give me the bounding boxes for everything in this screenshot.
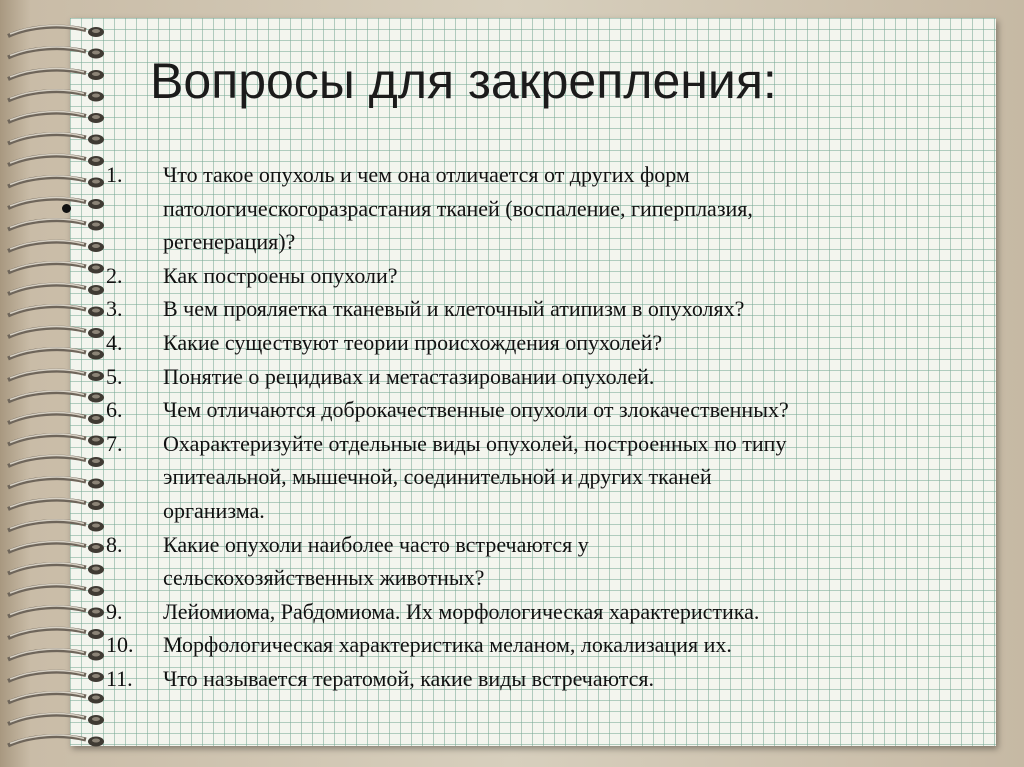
item-number: 4. xyxy=(106,329,123,355)
spiral-hole-highlight xyxy=(92,115,100,119)
spiral-hole-highlight xyxy=(92,567,100,571)
item-text: Какие существуют теории происхождения опухолей? xyxy=(163,329,663,355)
item-number: 7. xyxy=(106,430,123,456)
item-number: 3. xyxy=(106,296,123,322)
item-number: 9. xyxy=(106,598,123,624)
item-text: Лейомиома, Рабдомиома. Их морфологическая характеристика. xyxy=(163,598,760,624)
list-item xyxy=(106,427,986,528)
list-item xyxy=(106,326,986,360)
list-item xyxy=(106,360,986,394)
spiral-hole-highlight xyxy=(92,438,100,442)
spiral-hole-highlight xyxy=(92,29,100,33)
list-item xyxy=(106,292,986,326)
item-text: Охарактеризуйте отдельные виды опухолей, построенных по типу эпитеальной, мышечной, соединительной и других тканей организма. xyxy=(163,430,787,523)
spiral-hole-highlight xyxy=(92,416,100,420)
item-text: Что называется тератомой, какие виды встречаются. xyxy=(163,665,655,691)
spiral-hole-highlight xyxy=(92,352,100,356)
spiral-hole-highlight xyxy=(92,588,100,592)
spiral-hole-highlight xyxy=(92,309,100,313)
list-item xyxy=(106,259,986,293)
item-number: 5. xyxy=(106,363,123,389)
item-text: Морфологическая характеристика меланом, локализация их. xyxy=(163,632,732,658)
item-text: Чем отличаются доброкачественные опухоли от злокачественных? xyxy=(163,397,789,423)
list-item xyxy=(106,158,986,259)
item-text: Какие опухоли наиболее часто встречаются у сельскохозяйственных животных? xyxy=(163,531,589,591)
spiral-hole-highlight xyxy=(92,545,100,549)
bullet-dot xyxy=(62,204,71,213)
item-number: 6. xyxy=(106,397,123,423)
question-list xyxy=(106,158,986,696)
item-number: 10. xyxy=(106,632,134,658)
list-item xyxy=(106,628,986,662)
spiral-hole-highlight xyxy=(92,180,100,184)
spiral-hole-highlight xyxy=(92,610,100,614)
item-text: Что такое опухоль и чем она отличается от других форм патологическогоразрастания тканей (воспаление, гиперплазия, регенерация)? xyxy=(163,162,753,255)
spiral-hole-highlight xyxy=(92,502,100,506)
spiral-hole-highlight xyxy=(92,696,100,700)
spiral-hole-highlight xyxy=(92,158,100,162)
spiral-hole-highlight xyxy=(92,244,100,248)
spiral-hole-highlight xyxy=(92,330,100,334)
spiral-hole-highlight xyxy=(92,739,100,743)
item-number: 11. xyxy=(106,665,133,691)
list-item xyxy=(106,595,986,629)
list-item xyxy=(106,528,986,595)
list-item xyxy=(106,662,986,696)
spiral-hole-highlight xyxy=(92,266,100,270)
spiral-hole-highlight xyxy=(92,137,100,141)
spiral-hole-highlight xyxy=(92,223,100,227)
spiral-hole-highlight xyxy=(92,72,100,76)
spiral-hole-highlight xyxy=(92,524,100,528)
spiral-hole-highlight xyxy=(92,51,100,55)
spiral-hole-highlight xyxy=(92,94,100,98)
item-text: Как построены опухоли? xyxy=(163,262,398,288)
spiral-binding-icon xyxy=(0,0,120,767)
spiral-hole-highlight xyxy=(92,674,100,678)
spiral-hole-highlight xyxy=(92,653,100,657)
spiral-hole-highlight xyxy=(92,287,100,291)
spiral-hole-highlight xyxy=(92,373,100,377)
spiral-hole-highlight xyxy=(92,631,100,635)
spiral-hole-highlight xyxy=(92,481,100,485)
spiral-hole-highlight xyxy=(92,395,100,399)
item-number: 1. xyxy=(106,162,123,187)
spiral-hole-highlight xyxy=(92,459,100,463)
item-number: 2. xyxy=(106,262,123,288)
item-number: 8. xyxy=(106,531,123,557)
item-text: Понятие о рецидивах и метастазировании опухолей. xyxy=(163,363,655,389)
item-text: В чем прояляетка тканевый и клеточный атипизм в опухолях? xyxy=(163,296,745,322)
spiral-hole-highlight xyxy=(92,201,100,205)
list-item xyxy=(106,393,986,427)
spiral-hole-highlight xyxy=(92,717,100,721)
page-title: Вопросы для закрепления: xyxy=(150,53,777,109)
